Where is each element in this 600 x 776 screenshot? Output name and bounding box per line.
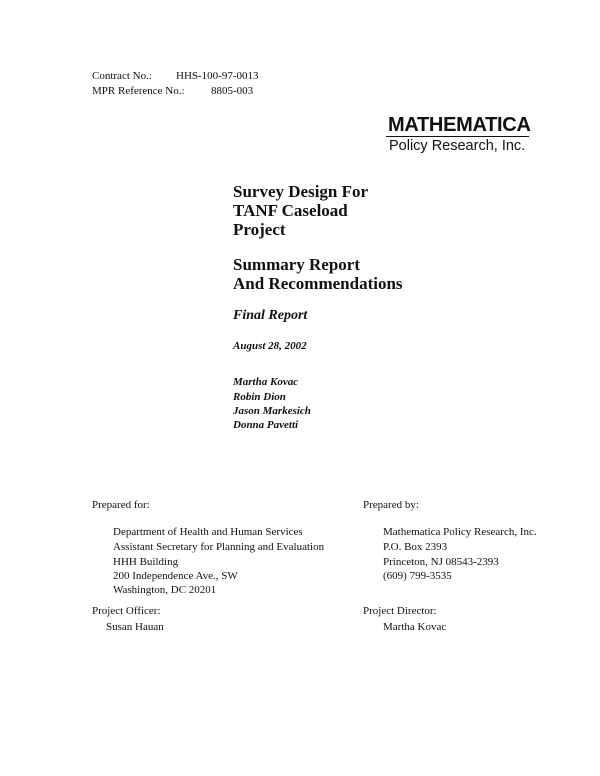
report-type: Final Report (233, 308, 308, 323)
contract-number-label: Contract No.: (92, 70, 152, 82)
title-line-3: Project (233, 220, 286, 239)
author-name: Martha Kovac (233, 376, 299, 388)
project-officer-label: Project Officer: (92, 605, 161, 617)
prepared-by-line: (609) 799-3535 (383, 570, 452, 582)
prepared-by-line: P.O. Box 2393 (383, 541, 448, 553)
prepared-by-label: Prepared by: (363, 499, 419, 511)
project-officer-name: Susan Hauan (106, 621, 164, 633)
prepared-for-line: HHH Building (113, 556, 179, 568)
mpr-reference-label: MPR Reference No.: (92, 85, 185, 97)
project-director-name: Martha Kovac (383, 621, 447, 633)
prepared-for-line: 200 Independence Ave., SW (113, 570, 238, 582)
prepared-by-line: Mathematica Policy Research, Inc. (383, 526, 537, 538)
subtitle-line-1: Summary Report (233, 255, 361, 274)
prepared-for-line: Washington, DC 20201 (113, 584, 217, 596)
subtitle-line-2: And Recommendations (233, 274, 403, 293)
author-name: Donna Pavetti (233, 419, 299, 431)
prepared-for-label: Prepared for: (92, 499, 150, 511)
contract-number-value: HHS-100-97-0013 (176, 70, 259, 82)
prepared-for-line: Department of Health and Human Services (113, 526, 303, 538)
mpr-reference-value: 8805-003 (211, 85, 254, 97)
author-name: Robin Dion (233, 391, 286, 403)
report-date: August 28, 2002 (233, 340, 307, 352)
logo-name: MATHEMATICA (388, 114, 531, 136)
title-line-1: Survey Design For (233, 182, 369, 201)
prepared-for-line: Assistant Secretary for Planning and Evaluation (113, 541, 325, 553)
title-line-2: TANF Caseload (233, 201, 348, 220)
prepared-by-line: Princeton, NJ 08543-2393 (383, 556, 499, 568)
project-director-label: Project Director: (363, 605, 437, 617)
logo-subtitle: Policy Research, Inc. (389, 138, 526, 154)
author-name: Jason Markesich (233, 405, 311, 417)
